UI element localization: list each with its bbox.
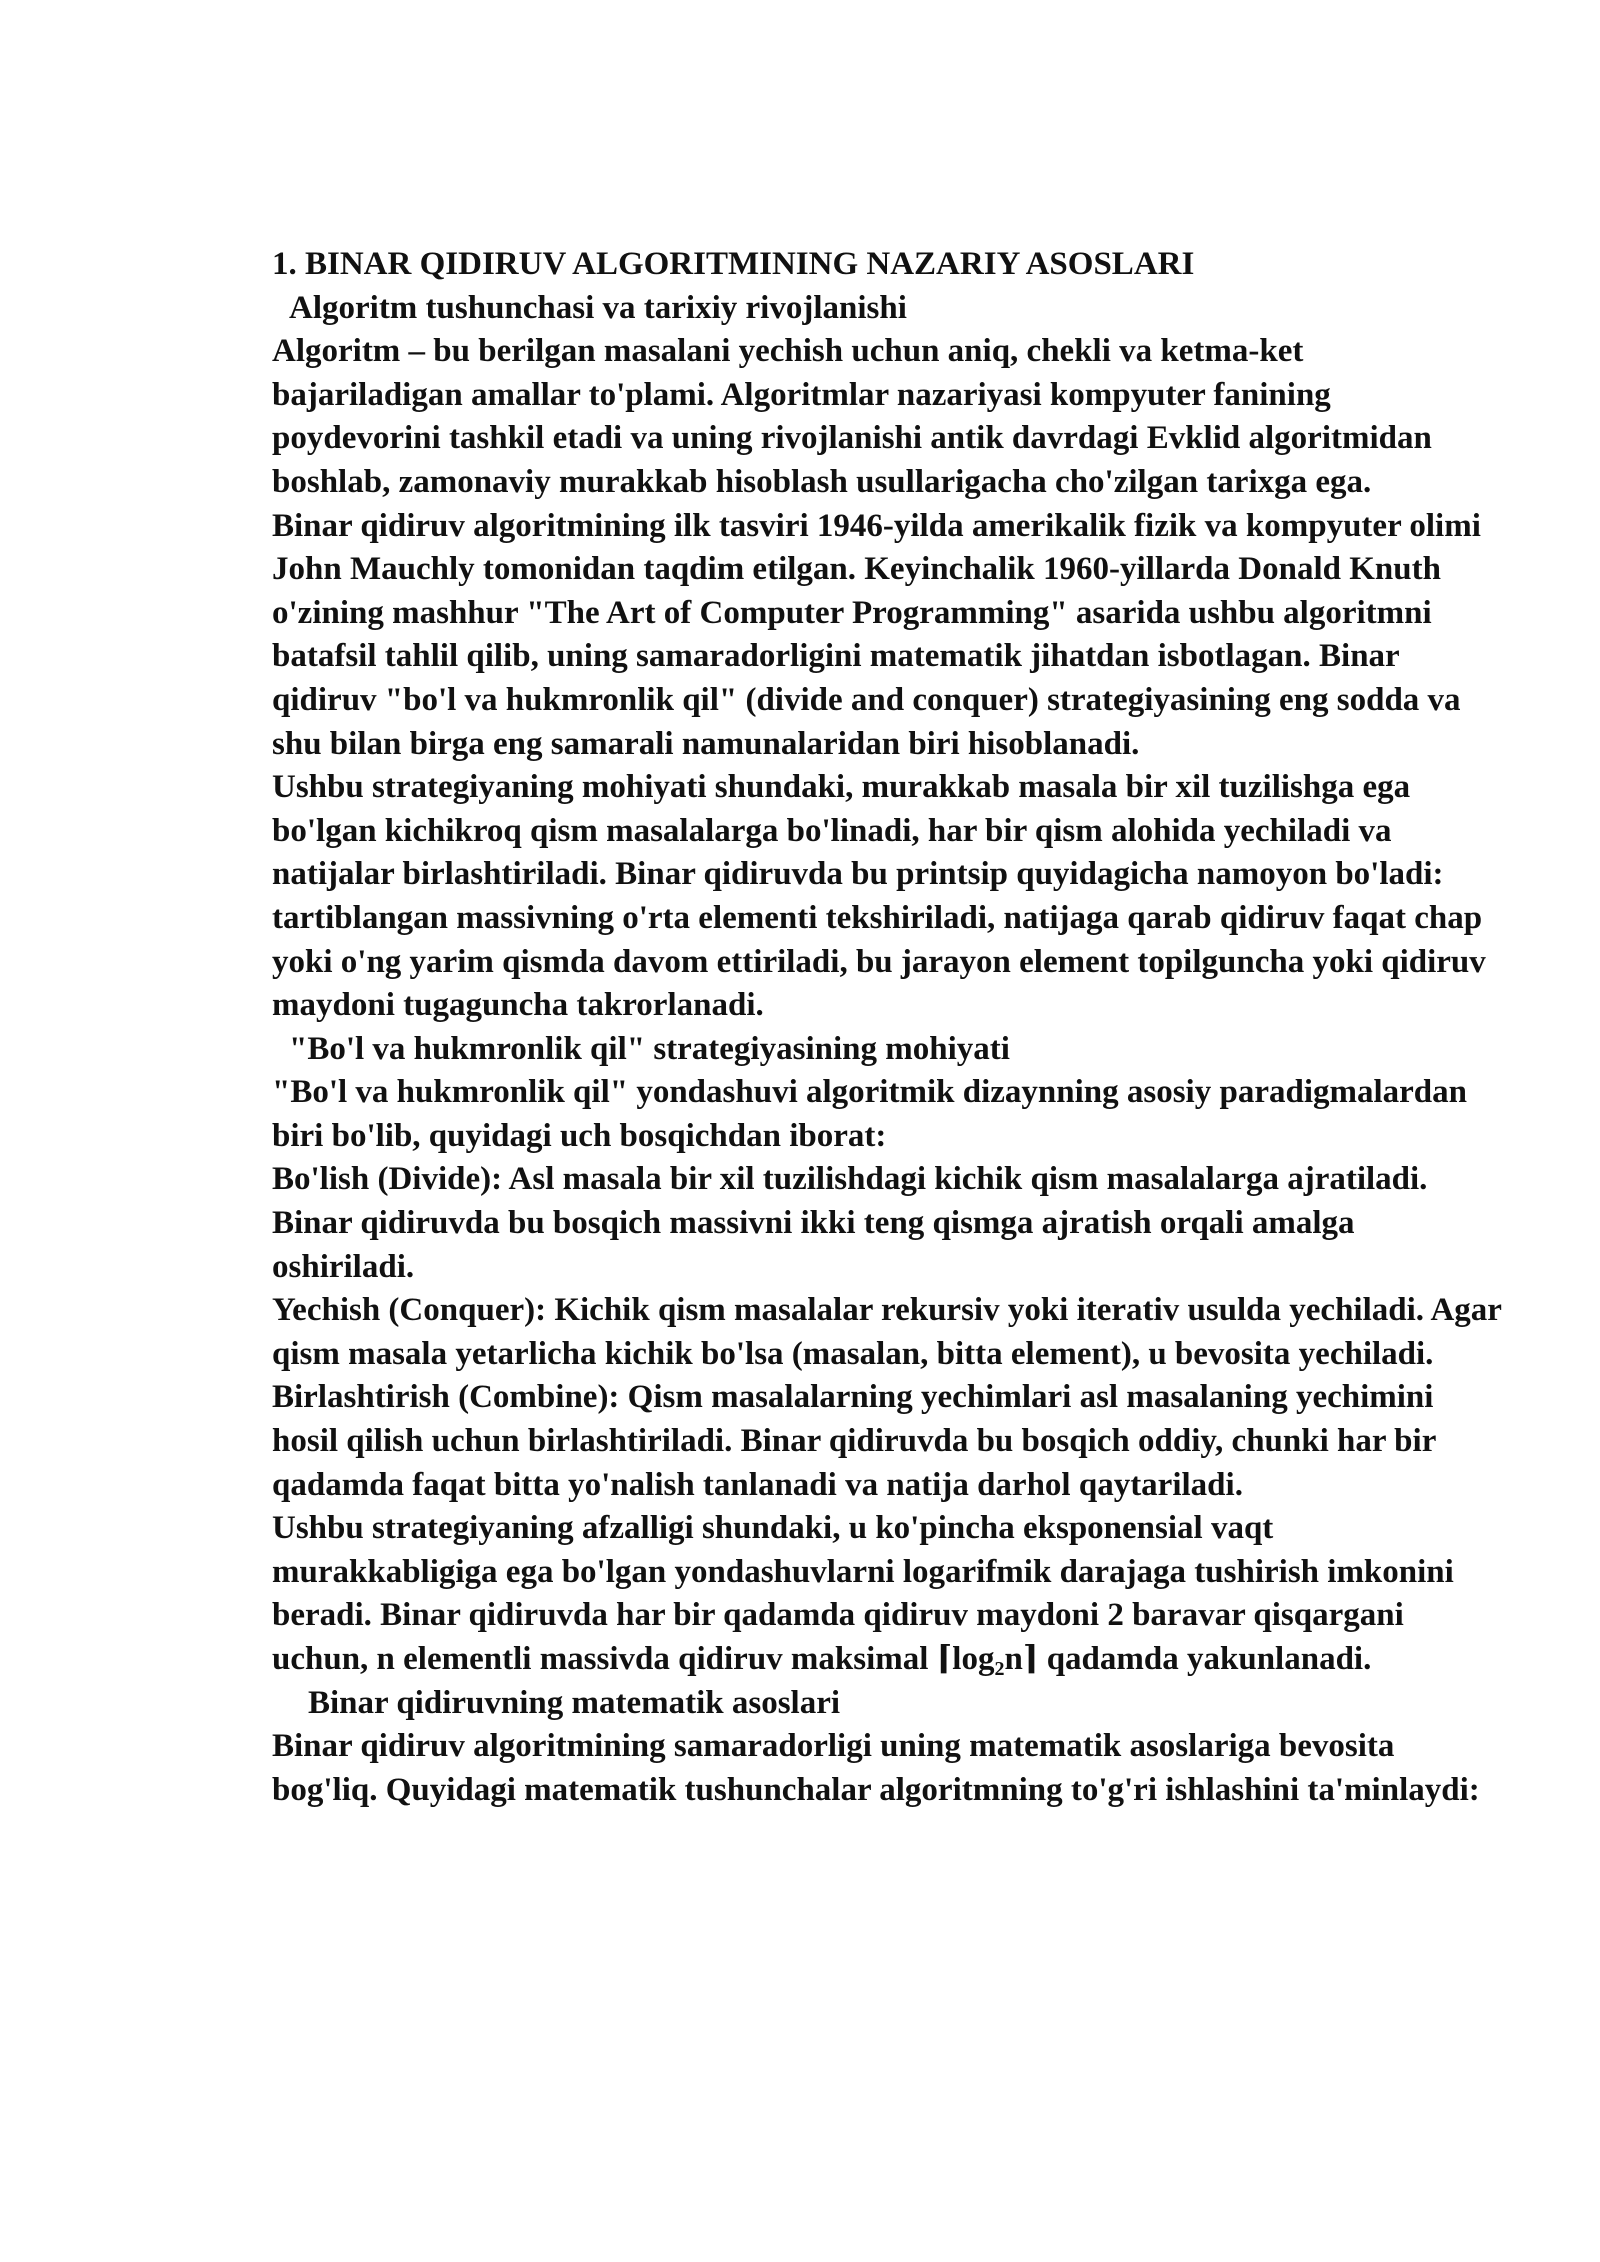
paragraph-divide-step: Bo'lish (Divide): Asl masala bir xil tuzilishdagi kichik qism masalalarga ajratiladi. Binar qidiruvda bu bosqich massivni ikki teng qismga ajratish orqali amalga oshiriladi. — [272, 1161, 1428, 1285]
section-heading-algorithm-history: Algoritm tushunchasi va tarixiy rivojlanishi — [289, 289, 907, 326]
paragraph-algorithm-definition: Algoritm – bu berilgan masalani yechish uchun aniq, chekli va ketma-ket bajariladigan amallar to'plami. Algoritmlar nazariyasi kompyuter fanining poydevorini tashkil etadi va uning rivojlanishi antik davrdagi Evklid algoritmidan boshlab, zamonaviy murakkab hisoblash usullarigacha cho'zilgan tarixga ega. — [272, 333, 1432, 500]
advantage-text-before: Ushbu strategiyaning afzalligi shundaki, u ko'pincha eksponensial vaqt murakkabligiga ega bo'lgan yondashuvlarni logarifmik darajaga tushirish imkonini beradi. Binar qidiruvda har bir qadamda qidiruv maydoni 2 baravar qisqargani uchun, n elementli massivda qidiruv maksimal ⌈log — [272, 1510, 1454, 1677]
paragraph-strategy-advantage — [272, 1507, 1502, 1681]
section-heading-math-foundations: Binar qidiruvning matematik asoslari — [308, 1684, 841, 1721]
paragraph-conquer-step: Yechish (Conquer): Kichik qism masalalar rekursiv yoki iterativ usulda yechiladi. Agar qism masala yetarlicha kichik bo'lsa (masalan, bitta element), u bevosita yechiladi. — [272, 1292, 1502, 1372]
section-heading-divide-and-conquer: "Bo'l va hukmronlik qil" strategiyasining mohiyati — [289, 1030, 1010, 1067]
paragraph-combine-step: Birlashtirish (Combine): Qism masalalarning yechimlari asl masalaning yechimini hosil qilish uchun birlashtiriladi. Binar qidiruvda bu bosqich oddiy, chunki har bir qadamda faqat bitta yo'nalish tanlanadi va natija darhol qaytariladi. — [272, 1379, 1436, 1503]
paragraph-divide-and-conquer-intro: "Bo'l va hukmronlik qil" yondashuvi algoritmik dizaynning asosiy paradigmalardan biri bo'lib, quyidagi uch bosqichdan iborat: — [272, 1074, 1468, 1154]
paragraph-strategy-essence: Ushbu strategiyaning mohiyati shundaki, murakkab masala bir xil tuzilishga ega bo'lgan kichikroq qism masalalarga bo'linadi, har bir qism alohida yechiladi va natijalar birlashtiriladi. Binar qidiruvda bu printsip quyidagicha namoyon bo'ladi: tartiblangan massivning o'rta elementi tekshiriladi, natijaga qarab qidiruv faqat chap yoki o'ng yarim qismda davom ettiriladi, bu jarayon element topilguncha yoki qidiruv maydoni tugaguncha takrorlanadi. — [272, 769, 1486, 1024]
document-title: 1. BINAR QIDIRUV ALGORITMINING NAZARIY ASOSLARI — [272, 246, 1195, 282]
paragraph-binary-search-history: Binar qidiruv algoritmining ilk tasviri 1946-yilda amerikalik fizik va kompyuter olimi John Mauchly tomonidan taqdim etilgan. Keyinchalik 1960-yillarda Donald Knuth o'zining mashhur "The Art of Computer Programming" asarida ushbu algoritmni batafsil tahlil qilib, uning samaradorligini matematik jihatdan isbotlagan. Binar qidiruv "bo'l va hukmronlik qil" (divide and conquer) strategiyasining eng sodda va shu bilan birga eng samarali namunalaridan biri hisoblanadi. — [272, 507, 1481, 762]
document-page — [272, 243, 1502, 1812]
advantage-text-after: n⌉ qadamda yakunlanadi. — [1004, 1641, 1372, 1677]
paragraph-math-foundations: Binar qidiruv algoritmining samaradorligi uning matematik asoslariga bevosita bog'liq. Quyidagi matematik tushunchalar algoritmning to'g'ri ishlashini ta'minlaydi: — [272, 1728, 1480, 1808]
log-base-subscript: 2 — [994, 1658, 1005, 1680]
